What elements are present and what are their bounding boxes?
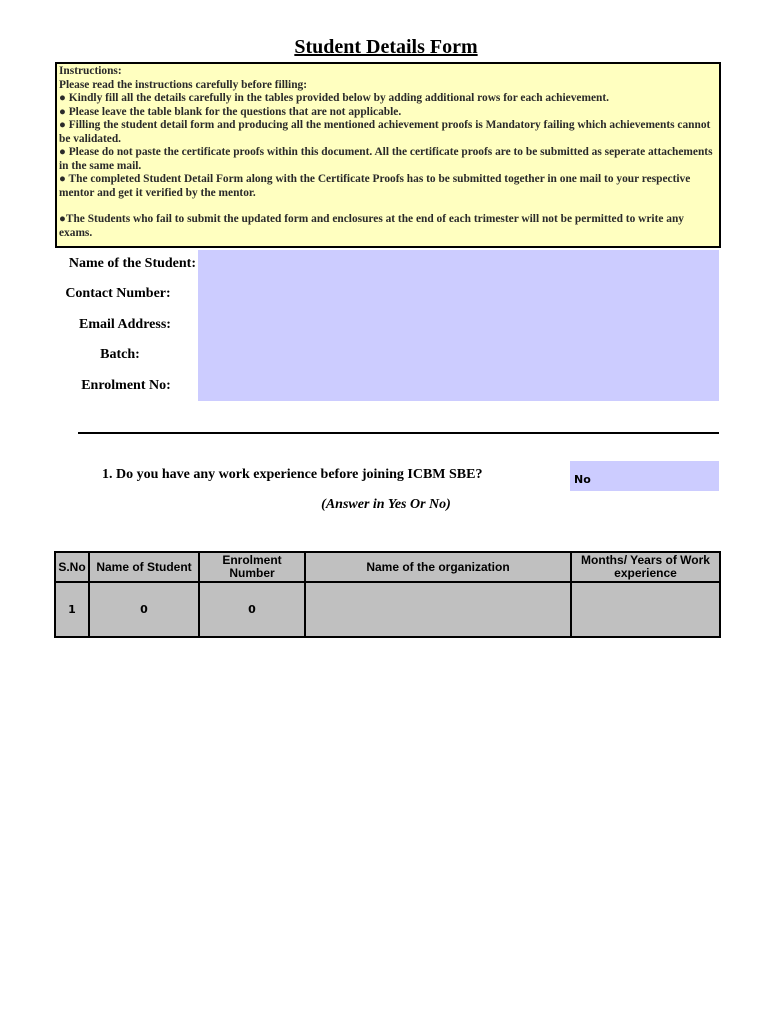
answer-hint: (Answer in Yes Or No) [321,497,451,512]
header-student-name: Name of Student [89,552,199,582]
instruction-spacer [59,200,717,213]
header-work-experience: Months/ Years of Work experience [571,552,720,582]
table-row [55,582,720,637]
instruction-line: ● Filling the student detail form and producing all the mentioned achievement proofs is Mandatory failing which achievements cannot be validated. [59,119,711,145]
contact-number-label: Contact Number: [65,286,171,301]
cell-organization[interactable] [305,582,571,637]
table-header-row [55,552,720,582]
work-experience-table [54,551,721,638]
header-sno: S.No [55,552,89,582]
header-enrolment-number: Enrolment Number [199,552,305,582]
cell-work-experience[interactable] [571,582,720,637]
enrolment-number-label: Enrolment No: [81,378,171,393]
student-details-input-area[interactable] [198,250,719,401]
cell-student-name[interactable]: 0 [89,582,199,637]
work-experience-question: 1. Do you have any work experience before joining ICBM SBE? [102,467,483,482]
instruction-line: ● Kindly fill all the details carefully in the tables provided below by adding additional rows for each achievement. [59,92,609,104]
instruction-line: ●The Students who fail to submit the updated form and enclosures at the end of each trimester will not be permitted to write any exams. [59,213,685,239]
header-organization: Name of the organization [305,552,571,582]
cell-enrolment-number[interactable]: 0 [199,582,305,637]
instructions-box [55,62,721,248]
cell-sno: 1 [55,582,89,637]
student-name-label: Name of the Student: [68,256,196,271]
instructions-heading: Instructions: [59,65,122,77]
instruction-line: ● Please leave the table blank for the questions that are not applicable. [59,105,402,118]
instruction-line: ● Please do not paste the certificate proofs within this document. All the certificate proofs are to be submitted as seperate attachements in the same mail. [59,146,713,172]
section-divider [78,432,719,434]
work-experience-answer-field[interactable]: No [570,461,719,491]
form-title: Student Details Form [294,36,478,58]
instruction-line: Please read the instructions carefully before filling: [59,78,308,91]
email-address-label: Email Address: [79,317,171,332]
batch-label: Batch: [100,347,140,362]
instruction-line: ● The completed Student Detail Form along with the Certificate Proofs has to be submitted together in one mail to your respective mentor and get it verified by the mentor. [59,173,691,199]
